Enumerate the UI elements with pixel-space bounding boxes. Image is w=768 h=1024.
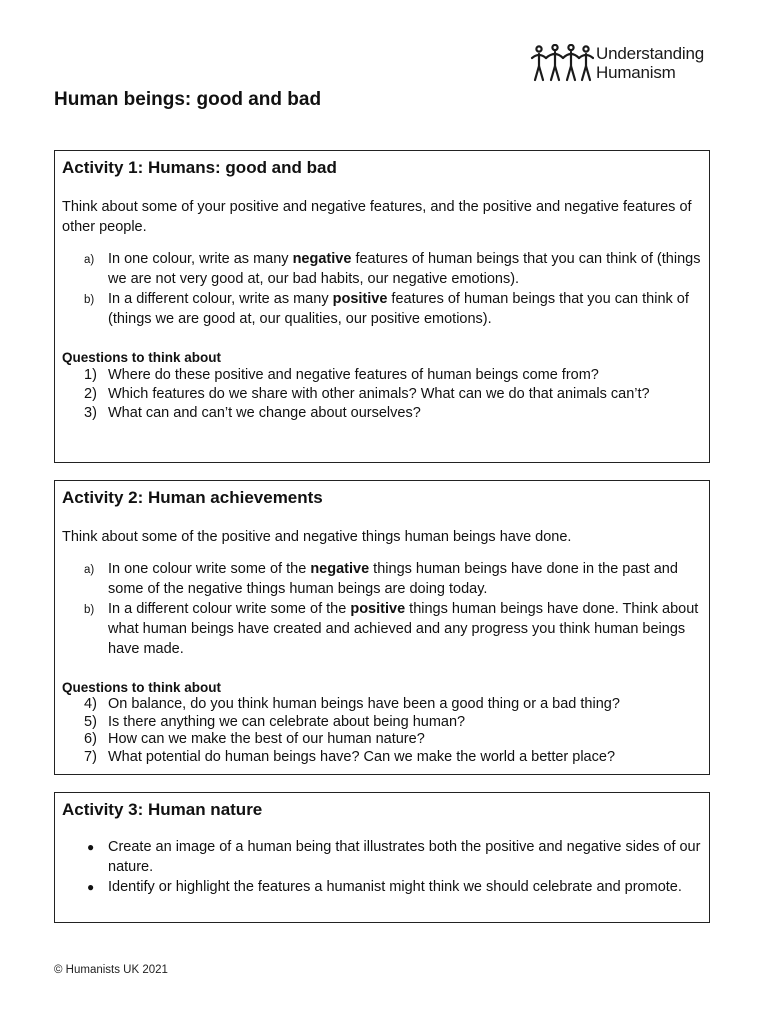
question-text: On balance, do you think human beings have been a good thing or a bad thing?: [108, 696, 620, 712]
bullet-icon: ●: [87, 840, 95, 854]
activity-2-box: [54, 480, 710, 775]
bullet-item: [62, 837, 701, 877]
activity-3-title: Activity 3: Human nature: [62, 800, 263, 819]
activity-2-title: Activity 2: Human achievements: [62, 488, 323, 507]
question-item: [62, 696, 701, 714]
list-marker: b): [84, 604, 95, 616]
question-item: [62, 385, 701, 404]
questions-heading: Questions to think about: [62, 680, 221, 695]
question-text: How can we make the best of our human nature?: [108, 731, 425, 747]
bullet-icon: ●: [87, 880, 95, 894]
question-number: 4): [84, 696, 97, 712]
item-emphasis: positive: [350, 601, 406, 617]
question-item: [62, 731, 701, 749]
question-number: 5): [84, 713, 97, 730]
activity-2-tasks: [62, 559, 701, 659]
question-number: 7): [84, 748, 97, 765]
activity-1-title: Activity 1: Humans: good and bad: [62, 158, 337, 177]
list-marker: b): [84, 294, 95, 306]
bullet-text: Create an image of a human being that illustrates both the positive and negative sides of our nature.: [108, 839, 701, 875]
question-text: What potential do human beings have? Can we make the world a better place?: [108, 748, 616, 765]
question-item: [62, 366, 701, 385]
list-item: [62, 249, 701, 289]
question-text: Is there anything we can celebrate about being human?: [108, 713, 466, 730]
activity-2-questions: [62, 696, 701, 766]
item-text: In one colour write some of the: [108, 561, 311, 577]
list-item: [62, 599, 701, 659]
activity-1-tasks: [62, 249, 701, 329]
page-title: Human beings: good and bad: [54, 89, 322, 110]
logo-line-2: Humanism: [596, 63, 676, 82]
list-item: [62, 559, 701, 599]
item-emphasis: positive: [332, 291, 388, 307]
question-number: 3): [84, 405, 97, 421]
question-number: 2): [84, 386, 97, 402]
question-item: [62, 714, 701, 732]
question-text: Which features do we share with other animals? What can we do that animals can’t?: [108, 386, 650, 402]
logo-line-1: Understanding: [596, 44, 704, 63]
activity-1-intro: Think about some of your positive and negative features, and the positive and negative features of other people.: [62, 199, 692, 235]
activity-3-box: [54, 792, 710, 923]
question-item: [62, 404, 701, 423]
question-text: What can and can’t we change about ourselves?: [108, 405, 421, 421]
item-text: In a different colour write some of the: [108, 601, 351, 617]
activity-2-intro: Think about some of the positive and negative things human beings have done.: [62, 529, 572, 545]
bullet-text: Identify or highlight the features a humanist might think we should celebrate and promote.: [108, 879, 682, 895]
item-text: things human beings have done in the past and some of the negative things human beings are doing today.: [108, 561, 678, 597]
list-marker: a): [84, 564, 95, 576]
activity-1-box: [54, 150, 710, 463]
logo: [530, 42, 720, 86]
humanism-logo-icon: [530, 44, 594, 84]
questions-heading: Questions to think about: [62, 350, 221, 365]
bullet-item: [62, 877, 701, 897]
item-text: In one colour, write as many: [108, 251, 293, 267]
activity-3-tasks: [62, 837, 701, 897]
question-item: [62, 749, 701, 767]
item-text: features of human beings that you can think of (things we are not very good at, our bad habits, our negative emotions).: [108, 251, 701, 287]
question-text: Where do these positive and negative features of human beings come from?: [108, 367, 599, 383]
item-text: In a different colour, write as many: [108, 291, 333, 307]
item-text: things human beings have done. Think about what human beings have created and achieved and any progress you think human beings have made.: [108, 601, 699, 657]
logo-text: [596, 44, 704, 82]
list-item: [62, 289, 701, 329]
item-emphasis: negative: [292, 251, 352, 267]
item-text: features of human beings that you can think of (things we are good at, our qualities, our positive emotions).: [108, 291, 689, 327]
copyright-footer: © Humanists UK 2021: [54, 964, 168, 976]
question-number: 6): [84, 731, 97, 747]
list-marker: a): [84, 254, 95, 266]
activity-1-questions: [62, 366, 701, 423]
question-number: 1): [84, 367, 97, 383]
item-emphasis: negative: [310, 561, 370, 577]
